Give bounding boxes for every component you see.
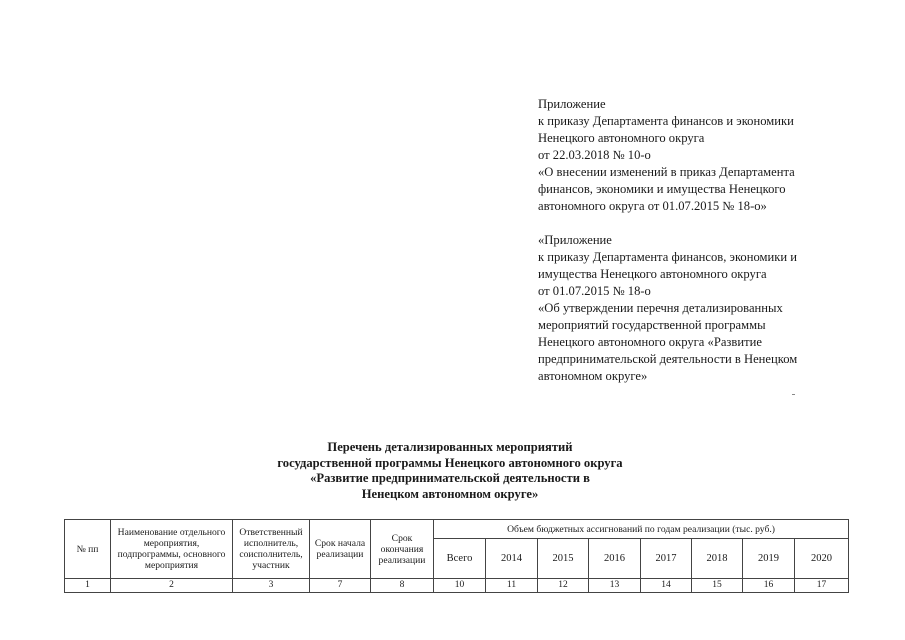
column-number: 17 bbox=[795, 579, 849, 593]
header-year: 2018 bbox=[692, 539, 743, 579]
appendix-line: «Приложение bbox=[538, 233, 612, 247]
scan-speck bbox=[792, 394, 795, 395]
appendix-line: мероприятий государственной программы bbox=[538, 318, 766, 332]
header-year: 2017 bbox=[641, 539, 692, 579]
spacer bbox=[538, 215, 868, 232]
appendix-line: «Об утверждении перечня детализированных bbox=[538, 301, 783, 315]
appendix-line: финансов, экономики и имущества Ненецкого bbox=[538, 182, 786, 196]
appendix-header bbox=[538, 96, 868, 385]
title-line: Ненецком автономном округе» bbox=[361, 486, 539, 501]
column-number: 16 bbox=[743, 579, 795, 593]
column-number: 3 bbox=[233, 579, 310, 593]
header-total: Всего bbox=[434, 539, 486, 579]
appendix-line: «О внесении изменений в приказ Департамента bbox=[538, 165, 795, 179]
header-year: 2016 bbox=[589, 539, 641, 579]
header-year: 2014 bbox=[486, 539, 538, 579]
title-line: Перечень детализированных мероприятий bbox=[327, 440, 573, 454]
header-year: 2019 bbox=[743, 539, 795, 579]
column-number: 12 bbox=[538, 579, 589, 593]
column-number: 14 bbox=[641, 579, 692, 593]
header-budget-group: Объем бюджетных ассигнований по годам реализации (тыс. руб.) bbox=[434, 520, 849, 539]
document-title bbox=[180, 440, 720, 502]
header-name: Наименование отдельного мероприятия, подпрограммы, основного мероприятия bbox=[111, 520, 233, 579]
appendix-line: автономном округе» bbox=[538, 369, 648, 383]
header-num: № пп bbox=[65, 520, 111, 579]
header-year: 2015 bbox=[538, 539, 589, 579]
appendix-line: Ненецкого автономного округа bbox=[538, 131, 705, 145]
table-header-row bbox=[65, 520, 849, 539]
appendix-line: Ненецкого автономного округа «Развитие bbox=[538, 335, 762, 349]
column-number: 11 bbox=[486, 579, 538, 593]
column-number-row bbox=[65, 579, 849, 593]
column-number: 15 bbox=[692, 579, 743, 593]
measures-table bbox=[64, 519, 849, 593]
header-start: Срок начала реализации bbox=[310, 520, 371, 579]
appendix-line: от 22.03.2018 № 10-о bbox=[538, 148, 651, 162]
header-year: 2020 bbox=[795, 539, 849, 579]
header-responsible: Ответственный исполнитель, соисполнитель, участник bbox=[233, 520, 310, 579]
column-number: 1 bbox=[65, 579, 111, 593]
header-end: Срок окончания реализации bbox=[371, 520, 434, 579]
appendix-line: имущества Ненецкого автономного округа bbox=[538, 267, 767, 281]
column-number: 13 bbox=[589, 579, 641, 593]
appendix-line: автономного округа от 01.07.2015 № 18-о» bbox=[538, 199, 767, 213]
title-line: «Развитие предпринимательской деятельности в bbox=[310, 471, 590, 485]
column-number: 7 bbox=[310, 579, 371, 593]
appendix-line: от 01.07.2015 № 18-о bbox=[538, 284, 651, 298]
appendix-line: Приложение bbox=[538, 97, 606, 111]
appendix-line: к приказу Департамента финансов и экономики bbox=[538, 114, 794, 128]
appendix-line: предпринимательской деятельности в Ненецком bbox=[538, 352, 798, 366]
column-number: 2 bbox=[111, 579, 233, 593]
appendix-line: к приказу Департамента финансов, экономики и bbox=[538, 250, 797, 264]
column-number: 10 bbox=[434, 579, 486, 593]
title-line: государственной программы Ненецкого автономного округа bbox=[277, 455, 623, 470]
column-number: 8 bbox=[371, 579, 434, 593]
